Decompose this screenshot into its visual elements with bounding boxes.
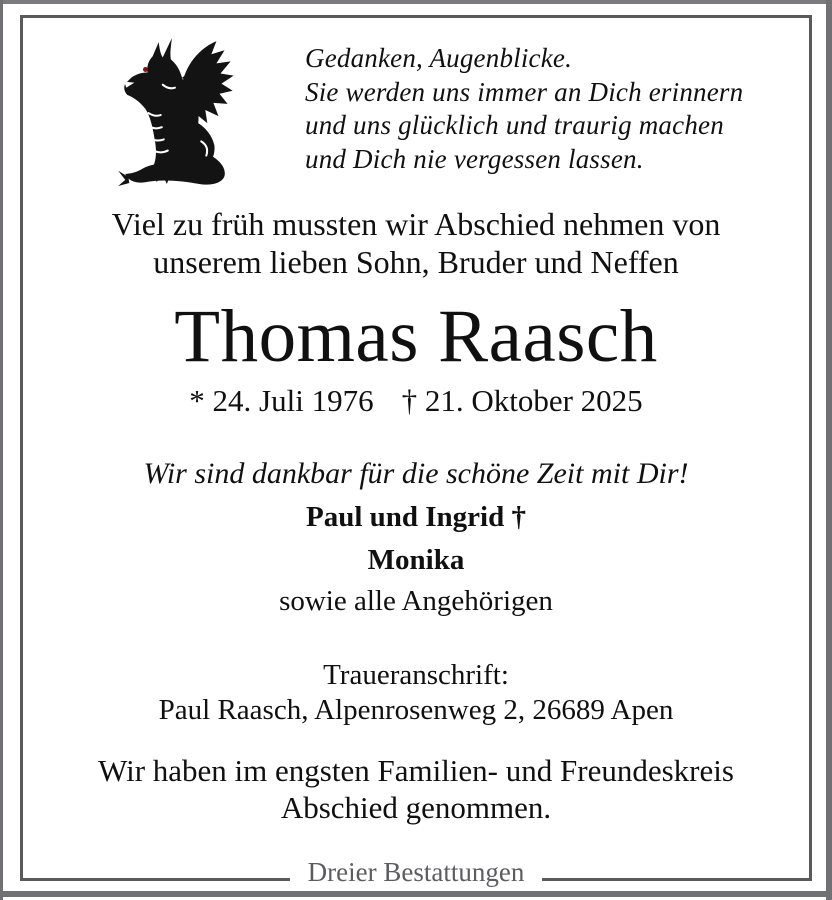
outer-edge-left	[0, 0, 3, 900]
mourner-sibling: Monika	[367, 544, 465, 576]
farewell-line: Wir haben im engsten Familien- und Freundeskreis	[98, 753, 734, 788]
outer-edge-top	[0, 0, 832, 4]
dragon-eye	[143, 67, 148, 72]
deceased-name: Thomas Raasch	[174, 295, 658, 378]
birth-date: * 24. Juli 1976	[189, 383, 374, 418]
outer-edge-bottom	[0, 891, 832, 897]
verse-line: und uns glücklich und traurig machen	[305, 110, 724, 140]
address-value: Paul Raasch, Alpenrosenweg 2, 26689 Apen	[158, 694, 674, 726]
outer-edge-right	[826, 0, 832, 900]
mourner-parents: Paul und Ingrid †	[305, 501, 526, 533]
funeral-home-name: Dreier Bestattungen	[290, 856, 543, 889]
verse-line: und Dich nie vergessen lassen.	[305, 143, 644, 174]
verse-line: Gedanken, Augenblicke.	[305, 43, 573, 73]
funeral-home-footer	[23, 856, 809, 889]
farewell-line: Abschied genommen.	[280, 790, 552, 825]
verse-line: Sie werden uns immer an Dich erinnern	[305, 76, 744, 107]
dragon-icon	[118, 32, 248, 186]
intro-text	[23, 205, 809, 281]
memorial-verse	[305, 42, 743, 176]
thanks-line: Wir sind dankbar für die schöne Zeit mit Dir!	[143, 457, 689, 490]
intro-line: unserem lieben Sohn, Bruder und Neffen	[153, 244, 679, 280]
relatives-line: sowie alle Angehörigen	[279, 585, 553, 617]
address-label: Traueranschrift:	[323, 659, 509, 691]
intro-line: Viel zu früh mussten wir Abschied nehmen von	[111, 206, 721, 242]
condolence-address	[23, 658, 809, 728]
life-dates	[23, 383, 809, 419]
death-date: † 21. Oktober 2025	[401, 383, 643, 418]
farewell-note	[23, 752, 809, 826]
